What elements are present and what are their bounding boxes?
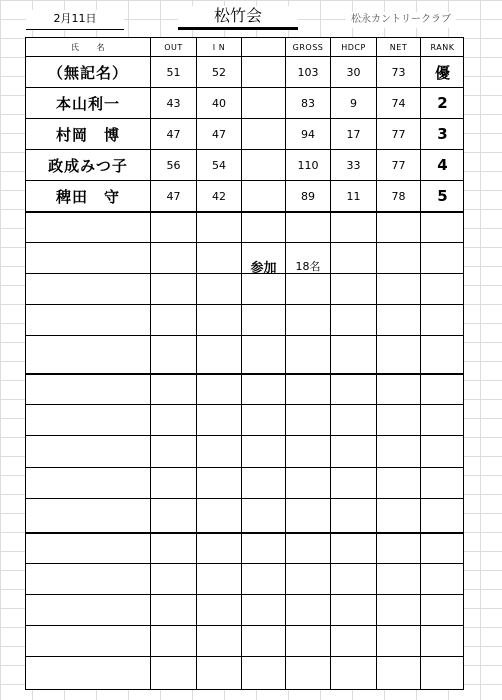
header-in: I N bbox=[212, 42, 226, 52]
hdcp-value: 30 bbox=[346, 65, 361, 79]
row-divider bbox=[26, 435, 463, 436]
player-name: （無記名） bbox=[47, 63, 128, 82]
in-score: 52 bbox=[212, 65, 226, 79]
hdcp-value: 11 bbox=[346, 189, 361, 203]
out-score: 47 bbox=[166, 127, 181, 141]
header-name: 氏 名 bbox=[71, 42, 105, 52]
participants-label: 参加 bbox=[250, 260, 277, 276]
player-name: 本山利一 bbox=[55, 94, 120, 113]
player-name: 稗田 守 bbox=[55, 187, 120, 206]
out-score: 43 bbox=[166, 96, 181, 110]
row-divider bbox=[26, 656, 463, 657]
header-net: NET bbox=[389, 42, 408, 52]
row-divider bbox=[26, 373, 463, 375]
gross-score: 94 bbox=[301, 127, 315, 141]
rank-value: 5 bbox=[437, 187, 448, 205]
header-out: OUT bbox=[164, 42, 183, 52]
rank-value: 優 bbox=[434, 63, 450, 82]
out-score: 47 bbox=[166, 189, 181, 203]
hdcp-value: 9 bbox=[350, 96, 357, 110]
row-divider bbox=[26, 532, 463, 534]
in-score: 54 bbox=[212, 158, 226, 172]
score-sheet bbox=[25, 37, 464, 690]
row-divider bbox=[26, 404, 463, 405]
net-score: 78 bbox=[391, 189, 406, 203]
in-score: 47 bbox=[212, 127, 226, 141]
gross-score: 110 bbox=[297, 158, 319, 172]
row-divider bbox=[26, 211, 463, 213]
player-name: 村岡 博 bbox=[55, 125, 120, 144]
row-divider bbox=[26, 304, 463, 305]
gross-score: 83 bbox=[301, 96, 315, 110]
date-label: 2月11日 bbox=[26, 10, 124, 30]
header-gross: GROSS bbox=[292, 42, 324, 52]
out-score: 56 bbox=[166, 158, 181, 172]
column-divider bbox=[241, 38, 242, 689]
in-score: 42 bbox=[212, 189, 226, 203]
player-name: 政成みつ子 bbox=[48, 156, 128, 175]
participants-count: 18名 bbox=[295, 260, 321, 273]
in-score: 40 bbox=[212, 96, 226, 110]
row-divider bbox=[26, 335, 463, 336]
event-title: 松竹会 bbox=[178, 6, 298, 30]
gross-score: 103 bbox=[297, 65, 319, 79]
out-score: 51 bbox=[166, 65, 181, 79]
net-score: 73 bbox=[391, 65, 406, 79]
gross-score: 89 bbox=[301, 189, 315, 203]
row-divider bbox=[26, 594, 463, 595]
hdcp-value: 17 bbox=[346, 127, 361, 141]
club-name: 松永カントリークラブ bbox=[346, 12, 456, 28]
row-divider bbox=[26, 625, 463, 626]
row-divider bbox=[26, 467, 463, 468]
net-score: 77 bbox=[391, 158, 406, 172]
row-divider bbox=[26, 242, 463, 243]
net-score: 77 bbox=[391, 127, 406, 141]
hdcp-value: 33 bbox=[346, 158, 361, 172]
row-divider bbox=[26, 498, 463, 499]
rank-value: 2 bbox=[437, 94, 448, 112]
rank-value: 3 bbox=[437, 125, 448, 143]
row-divider bbox=[26, 563, 463, 564]
header-hdcp: HDCP bbox=[341, 42, 366, 52]
header-rank: RANK bbox=[430, 42, 455, 52]
net-score: 74 bbox=[391, 96, 406, 110]
rank-value: 4 bbox=[437, 156, 448, 174]
